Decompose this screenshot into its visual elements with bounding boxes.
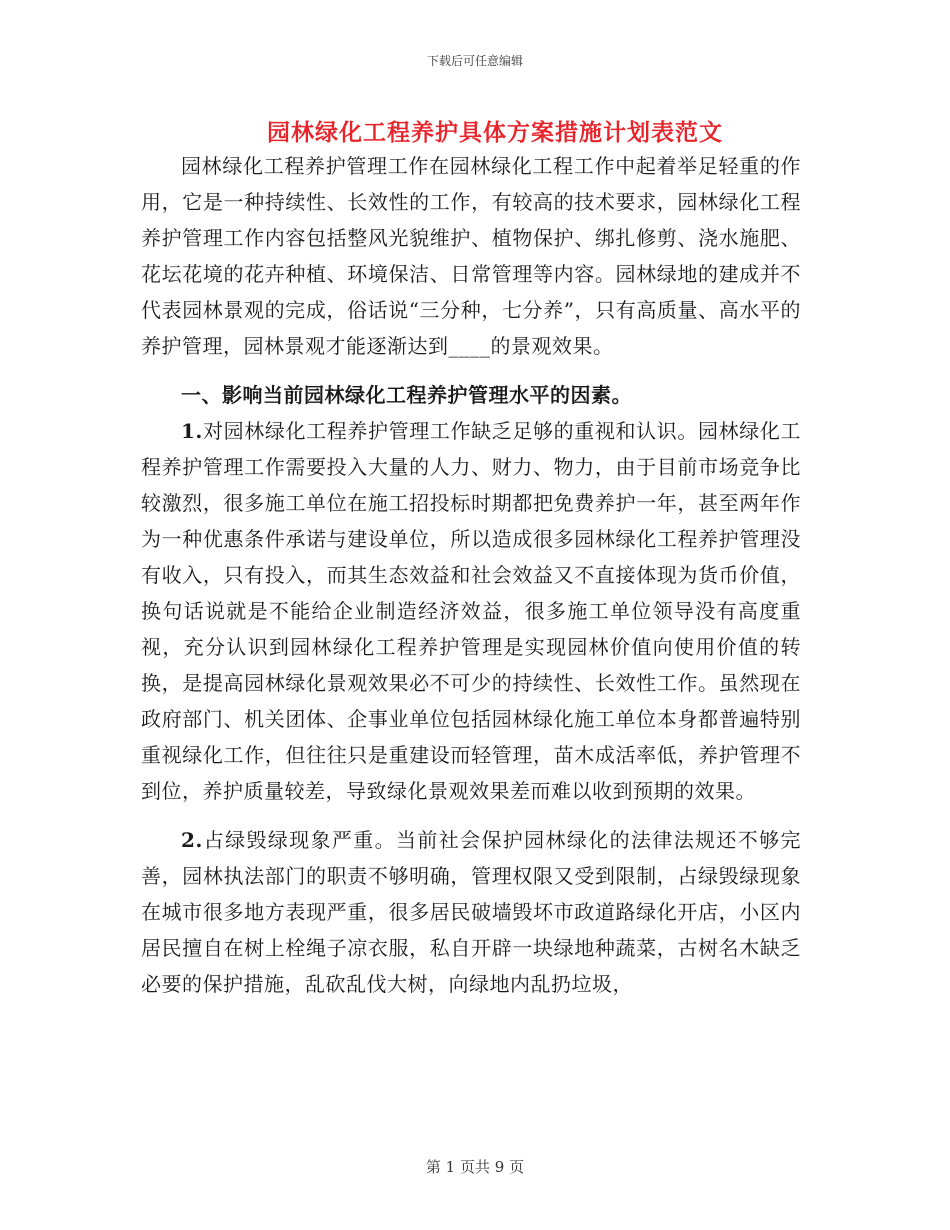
page-footer: 第 1 页共 9 页 bbox=[425, 1158, 525, 1176]
section-heading: 一、影响当前园林绿化工程养护管理水平的因素。 bbox=[181, 383, 632, 407]
item-2-paragraph bbox=[141, 822, 801, 1002]
item-1-number: 1. bbox=[181, 419, 203, 443]
item-1-paragraph bbox=[141, 413, 801, 809]
document-body bbox=[141, 148, 801, 1002]
item-1-text: 对园林绿化工程养护管理工作缺乏足够的重视和认识。园林绿化工程养护管理工作需要投入大量的人力、财力、物力，由于目前市场竞争比较激烈，很多施工单位在施工招投标时期都把免费养护一年，甚至两年作为一种优惠条件承诺与建设单位，所以造成很多园林绿化工程养护管理没有收入，只有投入，而其生态效益和社会效益又不直接体现为货币价值，换句话说就是不能给企业制造经济效益，很多施工单位领导没有高度重视，充分认识到园林绿化工程养护管理是实现园林价值向使用价值的转换，是提高园林绿化景观效果必不可少的持续性、长效性工作。虽然现在政府部门、机关团体、企事业单位包括园林绿化施工单位本身都普遍特别重视绿化工作，但往往只是重建设而轻管理，苗木成活率低，养护管理不到位，养护质量较差，导致绿化景观效果差而难以收到预期的效果。 bbox=[141, 419, 801, 803]
item-2-number: 2. bbox=[181, 828, 203, 852]
document-title: 园林绿化工程养护具体方案措施计划表范文 bbox=[267, 119, 723, 146]
item-2-text: 占绿毁绿现象严重。当前社会保护园林绿化的法律法规还不够完善，园林执法部门的职责不够明确，管理权限又受到限制，占绿毁绿现象在城市很多地方表现严重，很多居民破墙毁坏市政道路绿化开店，小区内居民擅自在树上栓绳子凉衣服，私自开辟一块绿地种蔬菜，古树名木缺乏必要的保护措施，乱砍乱伐大树，向绿地内乱扔垃圾， bbox=[141, 828, 801, 996]
page-header-note: 下载后可任意编辑 bbox=[426, 54, 523, 68]
intro-paragraph: 园林绿化工程养护管理工作在园林绿化工程工作中起着举足轻重的作用，它是一种持续性、长效性的工作，有较高的技术要求，园林绿化工程养护管理工作内容包括整风光貌维护、植物保护、绑扎修剪、浇水施肥、花坛花境的花卉种植、环境保洁、日常管理等内容。园林绿地的建成并不代表园林景观的完成，俗话说“三分种，七分养”，只有高质量、高水平的养护管理，园林景观才能逐渐达到____的景观效果。 bbox=[141, 154, 801, 358]
